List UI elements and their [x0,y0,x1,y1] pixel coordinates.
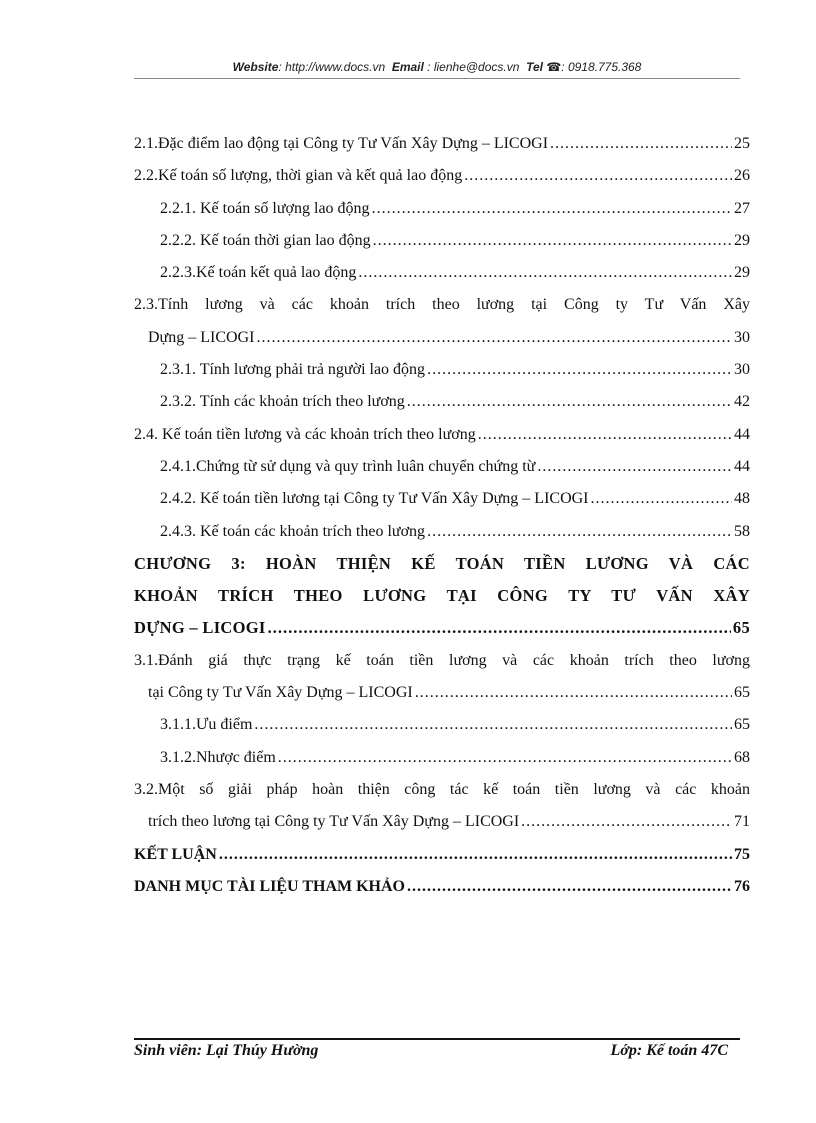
toc-entry[interactable]: 3.1.1.Ưu điểm ..... 65 [134,709,750,741]
tel-value: : 0918.775.368 [561,60,642,74]
toc-entry[interactable]: 3.1.Đánh giá thực trạng kế toán tiền lương và các khoản trích theo lương [134,651,750,669]
email-value: : lienhe@docs.vn [427,60,520,74]
toc-entry[interactable]: 2.3.2. Tính các khoản trích theo lương ..... 42 [134,386,750,418]
phone-icon: ☎ [546,60,562,74]
toc-entry[interactable]: KẾT LUẬN ..... 75 [134,839,750,871]
toc-chapter-heading[interactable]: CHƯƠNG 3: HOÀN THIỆN KẾ TOÁN TIỀN LƯƠNG VÀ CÁC [134,553,750,573]
toc-chapter-heading[interactable]: KHOẢN TRÍCH THEO LƯƠNG TẠI CÔNG TY TƯ VẤN XÂY [134,586,750,606]
toc-entry[interactable]: 3.2.Một số giải pháp hoàn thiện công tác kế toán tiền lương và các khoản [134,780,750,798]
student-name: Sinh viên: Lại Thúy Hường [134,1042,319,1059]
toc-entry[interactable]: 2.3.1. Tính lương phải trả người lao động ..... 30 [134,354,750,386]
toc-entry[interactable]: 2.2.3.Kế toán kết quả lao động ..... 29 [134,257,750,289]
table-of-contents [134,128,750,903]
toc-entry[interactable]: 2.4. Kế toán tiền lương và các khoản trích theo lương ..... 44 [134,419,750,451]
toc-entry[interactable]: tại Công ty Tư Vấn Xây Dựng – LICOGI ..... 65 [134,677,750,709]
email-label: Email [391,60,424,74]
toc-entry[interactable]: 2.1.Đặc điểm lao động tại Công ty Tư Vấn Xây Dựng – LICOGI ..... 25 [134,128,750,160]
toc-entry[interactable]: 2.4.3. Kế toán các khoản trích theo lương ..... 58 [134,516,750,548]
page-footer [134,1042,740,1060]
toc-entry[interactable]: 3.1.2.Nhược điểm ..... 68 [134,742,750,774]
toc-entry[interactable]: 2.4.2. Kế toán tiền lương tại Công ty Tư Vấn Xây Dựng – LICOGI ..... 48 [134,483,750,515]
toc-entry[interactable]: 2.2.1. Kế toán số lượng lao động ..... 27 [134,193,750,225]
page-header [134,60,740,74]
toc-entry[interactable]: 2.2.Kế toán số lượng, thời gian và kết quả lao động ..... 26 [134,160,750,192]
tel-label: Tel [526,60,543,74]
toc-chapter-heading[interactable]: DỰNG – LICOGI ..... 65 [134,612,750,644]
toc-entry[interactable]: Dựng – LICOGI ..... 30 [134,322,750,354]
toc-entry[interactable]: 2.4.1.Chứng từ sử dụng và quy trình luân chuyển chứng từ ..... 44 [134,451,750,483]
toc-entry[interactable]: 2.3.Tính lương và các khoản trích theo lương tại Công ty Tư Vấn Xây [134,296,750,314]
toc-entry[interactable]: 2.2.2. Kế toán thời gian lao động ..... 29 [134,225,750,257]
header-rule [134,78,740,79]
toc-entry[interactable]: DANH MỤC TÀI LIỆU THAM KHẢO ..... 76 [134,871,750,903]
class-name: Lớp: Kế toán 47C [610,1042,728,1059]
website-label: Website [232,60,279,74]
website-value: : http://www.docs.vn [278,60,386,74]
toc-entry[interactable]: trích theo lương tại Công ty Tư Vấn Xây Dựng – LICOGI ..... 71 [134,806,750,838]
footer-rule [134,1038,740,1040]
